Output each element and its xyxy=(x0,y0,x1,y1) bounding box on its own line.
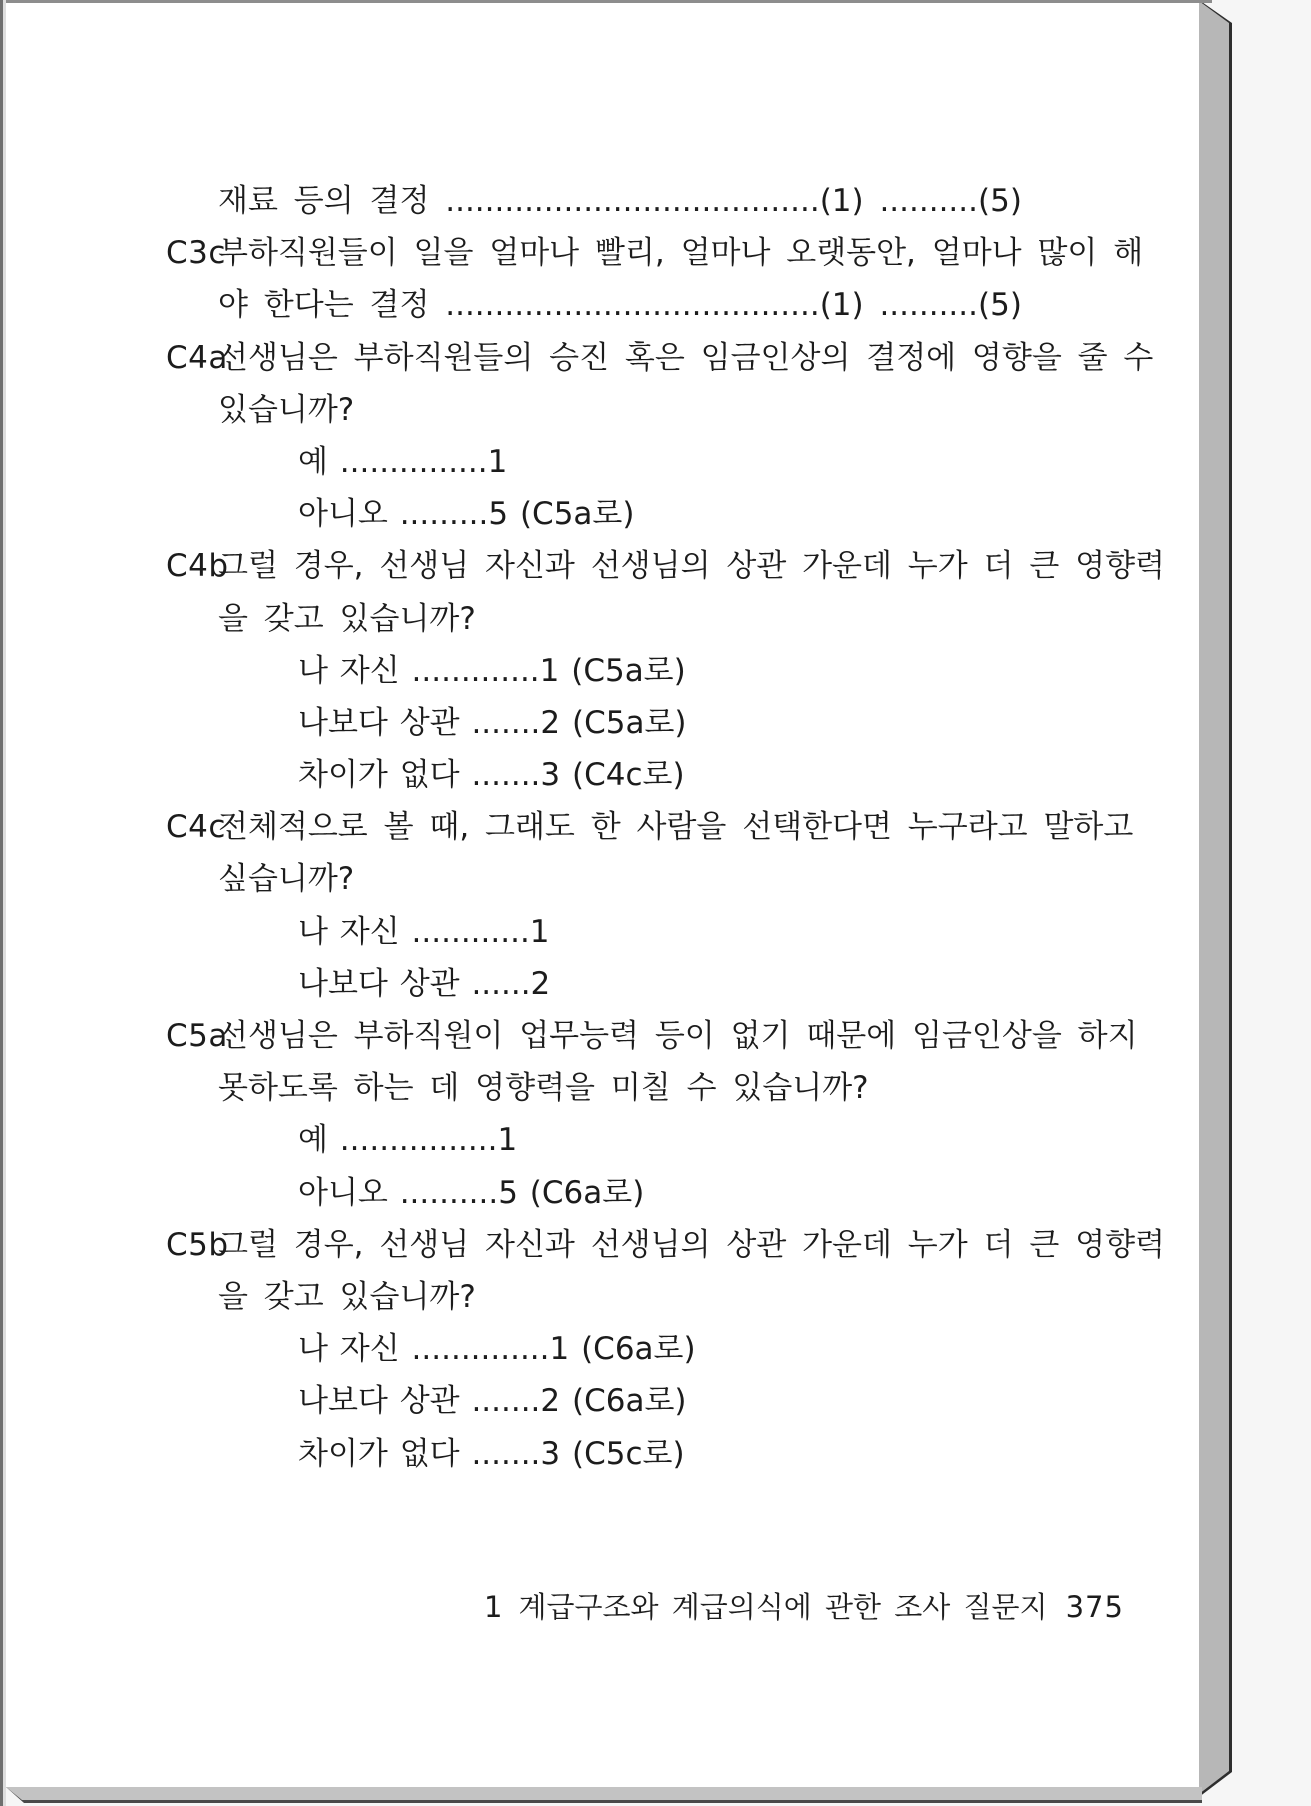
question-line xyxy=(6,749,1200,801)
question-line xyxy=(6,645,1200,697)
scan-frame-top xyxy=(0,0,1212,3)
question-line xyxy=(6,853,1200,905)
question-line xyxy=(6,1219,1200,1271)
question-line xyxy=(6,1323,1200,1375)
question-line xyxy=(6,1062,1200,1114)
question-text: 부하직원들이 일을 얼마나 빨리, 얼마나 오랫동안, 얼마나 많이 해 xyxy=(218,235,1144,272)
footer-section-number: 1 xyxy=(484,1590,503,1624)
answer-option-text: 나보다 상관 ......2 xyxy=(298,965,551,1002)
question-line xyxy=(6,697,1200,749)
book-page-edge-bottom xyxy=(6,1787,1202,1800)
question-line xyxy=(6,227,1200,279)
question-line xyxy=(6,488,1200,540)
question-line xyxy=(6,279,1200,331)
question-text: 선생님은 부하직원이 업무능력 등이 없기 때문에 임금인상을 하지 xyxy=(218,1018,1138,1054)
question-id: C3c xyxy=(166,235,226,272)
question-text: 야 한다는 결정 ......................................(1) ..........(5) xyxy=(218,287,1022,324)
answer-option-text: 예 ...............1 xyxy=(298,443,508,480)
question-text: 있습니까? xyxy=(218,391,355,428)
book-page-edge-right xyxy=(1199,1,1229,1797)
answer-option-text: 나보다 상관 .......2 (C6a로) xyxy=(298,1383,687,1420)
question-text: 그럴 경우, 선생님 자신과 선생님의 상관 가운데 누가 더 큰 영향력 xyxy=(218,1226,1165,1263)
question-text: 을 갖고 있습니까? xyxy=(218,1278,476,1315)
question-line xyxy=(6,801,1200,853)
question-line xyxy=(6,958,1200,1010)
answer-option-text: 나 자신 ............1 xyxy=(298,913,550,950)
question-line xyxy=(6,1428,1200,1480)
question-line xyxy=(6,593,1200,645)
answer-option-text: 나 자신 ..............1 (C6a로) xyxy=(298,1331,696,1368)
scan-frame-left-inner xyxy=(3,0,6,1806)
footer-page-number: 375 xyxy=(1065,1590,1124,1624)
question-line xyxy=(6,906,1200,958)
page-footer xyxy=(484,1585,1124,1629)
question-text: 선생님은 부하직원들의 승진 혹은 임금인상의 결정에 영향을 줄 수 xyxy=(218,339,1154,376)
question-line xyxy=(6,1114,1200,1166)
answer-option-text: 차이가 없다 .......3 (C5c로) xyxy=(298,1435,685,1472)
question-line xyxy=(6,1010,1200,1062)
answer-option-text: 나 자신 .............1 (C5a로) xyxy=(298,652,686,689)
question-id: C5b xyxy=(166,1226,229,1263)
answer-option-text: 아니오 .........5 (C5a로) xyxy=(298,496,635,533)
question-line xyxy=(6,540,1200,592)
question-id: C5a xyxy=(166,1018,228,1054)
question-text: 그럴 경우, 선생님 자신과 선생님의 상관 가운데 누가 더 큰 영향력 xyxy=(218,548,1165,585)
answer-option-text: 차이가 없다 .......3 (C4c로) xyxy=(298,757,685,794)
answer-option-text: 나보다 상관 .......2 (C5a로) xyxy=(298,704,687,741)
question-line xyxy=(6,1167,1200,1219)
question-id: C4b xyxy=(166,548,229,585)
question-list xyxy=(6,175,1200,1480)
footer-title: 계급구조와 계급의식에 관한 조사 질문지 xyxy=(518,1590,1048,1624)
answer-option-text: 예 ................1 xyxy=(298,1122,518,1159)
question-text: 을 갖고 있습니까? xyxy=(218,600,476,637)
question-text: 싶습니까? xyxy=(218,861,355,898)
question-text: 전체적으로 볼 때, 그래도 한 사람을 선택한다면 누구라고 말하고 xyxy=(218,809,1134,846)
question-line xyxy=(6,436,1200,488)
question-text: 못하도록 하는 데 영향력을 미칠 수 있습니까? xyxy=(218,1070,869,1107)
question-line xyxy=(6,1271,1200,1323)
question-line xyxy=(6,332,1200,384)
question-line xyxy=(6,175,1200,227)
question-id: C4c xyxy=(166,809,226,846)
question-text: 재료 등의 결정 ......................................(1) ..........(5) xyxy=(218,183,1022,219)
question-line xyxy=(6,1375,1200,1427)
question-line xyxy=(6,384,1200,436)
answer-option-text: 아니오 ..........5 (C6a로) xyxy=(298,1174,645,1211)
question-id: C4a xyxy=(166,339,228,376)
book-page xyxy=(6,3,1200,1787)
